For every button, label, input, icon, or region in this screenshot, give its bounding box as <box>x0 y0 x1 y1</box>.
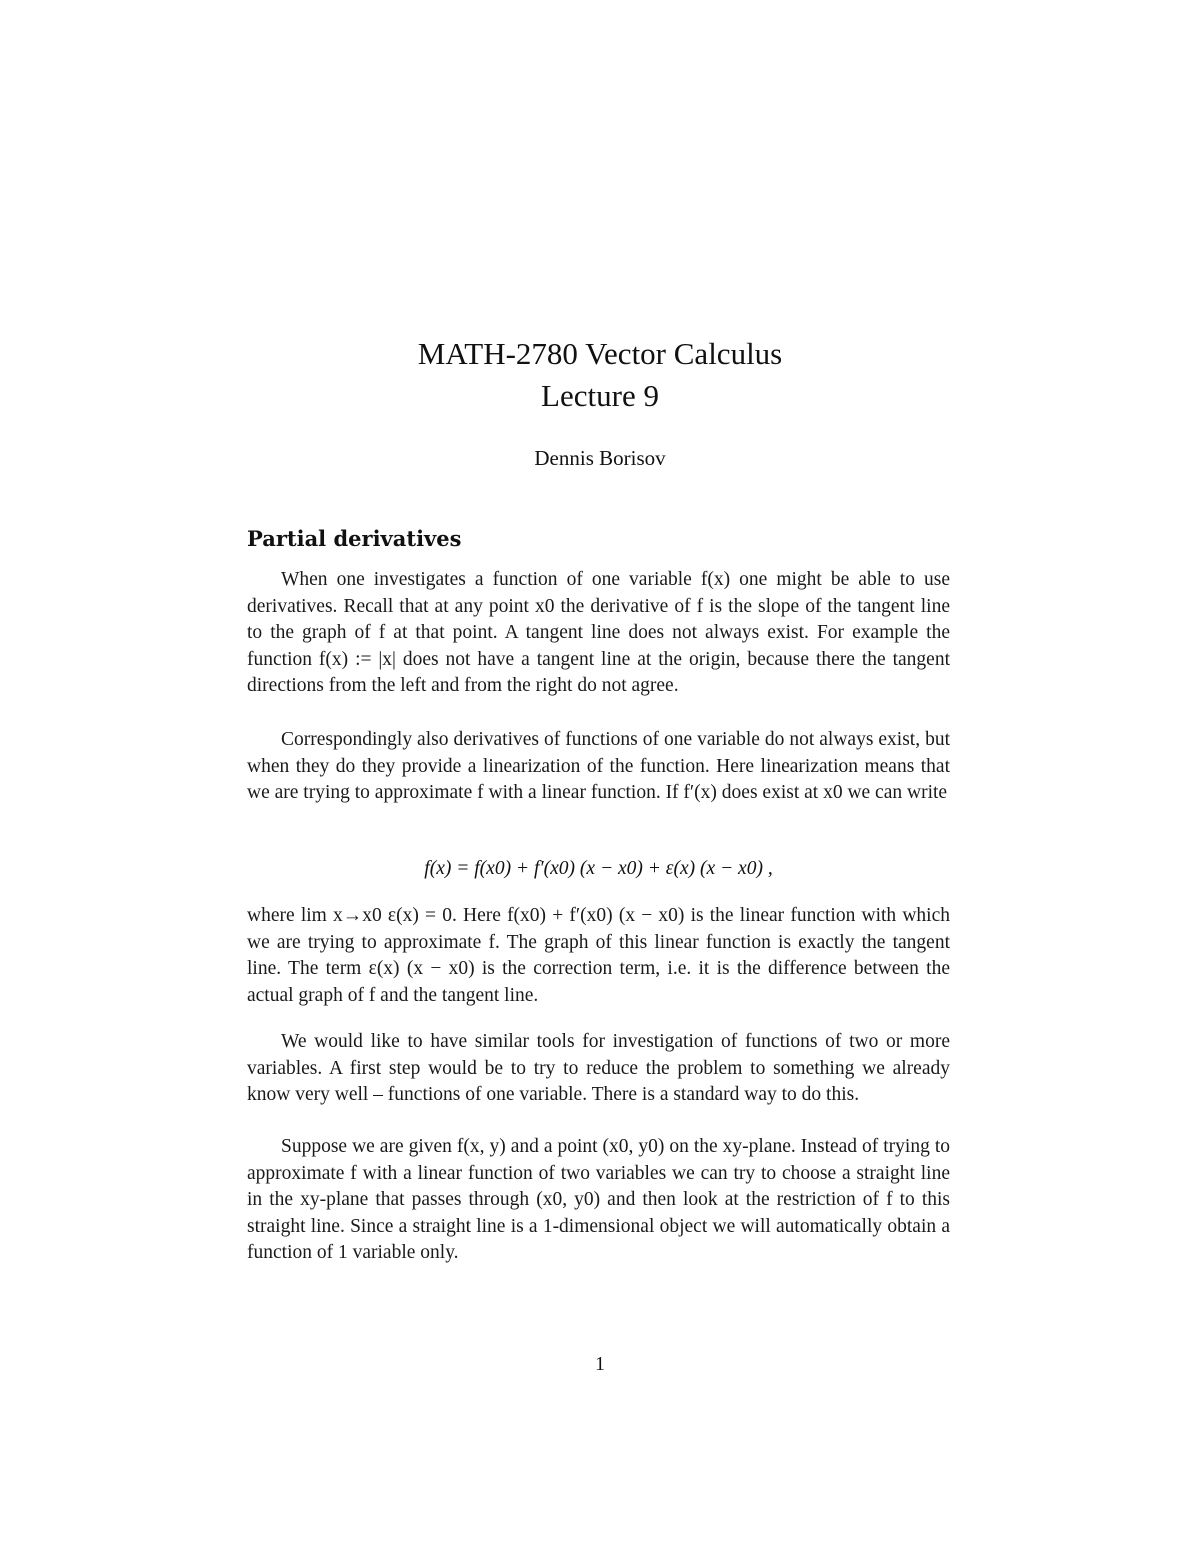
author-block <box>0 444 1200 472</box>
paragraph-3 <box>247 903 950 1009</box>
paragraph-5 <box>247 1134 950 1267</box>
section-heading: Partial derivatives <box>247 526 462 551</box>
paragraph-text: When one investigates a function of one variable f(x) one might be able to use derivatives. Recall that at any point x0 the derivative of f is the slope of the tangent line to the graph of f at that point. A tangent line does not always exist. For example the function f(x) := |x| does not have a tangent line at the origin, because there the tangent directions from the left and from the right do not agree. <box>247 569 950 697</box>
paragraph-text: We would like to have similar tools for investigation of functions of two or more variables. A first step would be to try to reduce the problem to something we already know very well – functions of one variable. There is a standard way to do this. <box>247 1031 950 1106</box>
paragraph-text: Correspondingly also derivatives of functions of one variable do not always exist, but when they do they provide a linearization of the function. Here linearization means that we are trying to approximate f with a linear function. If f′(x) does exist at x0 we can write <box>247 729 950 804</box>
paragraph-2 <box>247 727 950 807</box>
paragraph-1 <box>247 567 950 700</box>
title-block <box>0 333 1200 417</box>
lecture-number: Lecture 9 <box>541 378 659 413</box>
paragraph-text: Suppose we are given f(x, y) and a point (x0, y0) on the xy-plane. Instead of trying to approximate f with a linear function of two variables we can try to choose a straight line in the xy-plane that passes through (x0, y0) and then look at the restriction of f to this straight line. Since a straight line is a 1-dimensional object we will automatically obtain a function of 1 variable only. <box>247 1136 950 1264</box>
linearization-equation: f(x) = f(x0) + f′(x0) (x − x0) + ε(x) (x − x0) , <box>424 858 773 879</box>
paragraph-text: where lim x→x0 ε(x) = 0. Here f(x0) + f′(x0) (x − x0) is the linear function with which we are trying to approximate f. The graph of this linear function is exactly the tangent line. The term ε(x) (x − x0) is the correction term, i.e. it is the difference between the actual graph of f and the tangent line. <box>247 905 950 1006</box>
display-equation <box>247 856 950 882</box>
page-number: 1 <box>595 1354 605 1375</box>
paragraph-4 <box>247 1029 950 1109</box>
author-name: Dennis Borisov <box>534 446 666 470</box>
document-title: MATH-2780 Vector Calculus <box>417 336 783 371</box>
